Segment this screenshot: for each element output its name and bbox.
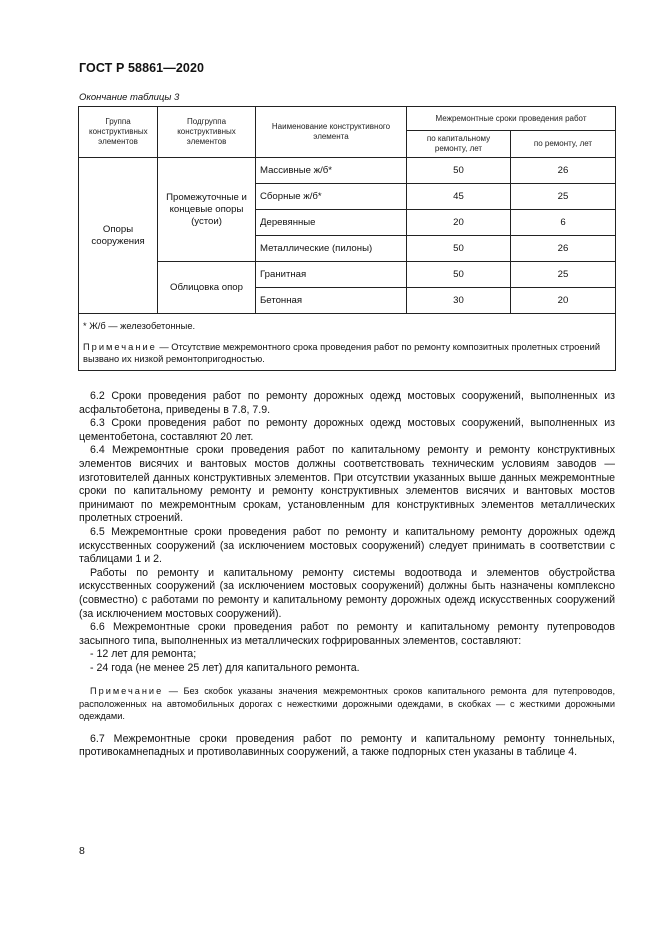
paragraph-6-3: 6.3 Сроки проведения работ по ремонту дорожных одежд мостовых сооружений, выполненных из цементобетона, составляют 20 лет. (79, 417, 615, 443)
note-text: — Без скобок указаны значения межремонтных сроков капитального ремонта для путепроводов, расположенных на автомобильных дорогах с нежесткими дорожными одеждами, в скобках — с жесткими дорожными одеждами. (79, 686, 615, 722)
subgroup-cell: Облицовка опор (158, 262, 256, 314)
header-repair: по ремонту, лет (511, 131, 616, 158)
paragraph-6-5: 6.5 Межремонтные сроки проведения работ по ремонту и капитальному ремонту дорожных одежд искусственных сооружений (за исключением мостовых сооружений) следует принимать в соответствии с таблицами 1 и 2. (79, 525, 615, 566)
table-caption: Окончание таблицы 3 (79, 92, 180, 103)
list-item-capital: - 24 года (не менее 25 лет) для капитального ремонта. (90, 661, 360, 674)
capital-value: 20 (407, 210, 511, 236)
list-item-repair: - 12 лет для ремонта; (90, 648, 197, 661)
capital-value: 45 (407, 184, 511, 210)
capital-value: 30 (407, 288, 511, 314)
repair-value: 20 (511, 288, 616, 314)
element-name: Деревянные (256, 210, 407, 236)
capital-value: 50 (407, 262, 511, 288)
header-name: Наименование конструктивного элемента (256, 107, 407, 158)
paragraph-6-2: 6.2 Сроки проведения работ по ремонту дорожных одежд мостовых сооружений, выполненных из асфальтобетона, приведены в 7.8, 7.9. (79, 390, 615, 416)
repair-value: 26 (511, 158, 616, 184)
table-footnote: * Ж/б — железобетонные. (83, 321, 196, 331)
body-note (79, 685, 615, 722)
repair-value: 25 (511, 262, 616, 288)
paragraph-6-6: 6.6 Межремонтные сроки проведения работ по ремонту и капитальному ремонту путепроводов засыпного типа, выполненных из металлических гофрированных элементов, составляют: (79, 621, 615, 647)
element-name: Гранитная (256, 262, 407, 288)
body-text (79, 390, 615, 760)
page-number: 8 (79, 845, 85, 857)
table-notes (79, 314, 616, 371)
intervals-table (78, 106, 616, 371)
capital-value: 50 (407, 158, 511, 184)
note-label: Примечание (83, 342, 157, 352)
paragraph-6-4: 6.4 Межремонтные сроки проведения работ по капитальному ремонту и ремонту конструктивных элементов висячих и вантовых мостов должны соответствовать техническим условиям заводов — изготовителей данных конструктивных элементов. При отсутствии указанных выше данных межремонтные сроки по капитальному ремонту и ремонту конструктивных элементов висячих и вантовых мостов принимают по межремонтным срокам, установленным для конструктивных элементов металлических пролетных строений. (79, 444, 615, 525)
header-intervals: Межремонтные сроки проведения работ (407, 107, 616, 131)
repair-value: 25 (511, 184, 616, 210)
note-label: Примечание (90, 686, 164, 697)
header-group: Группа конструктивных элементов (79, 107, 158, 158)
note-text: — Отсутствие межремонтного срока проведения работ по ремонту композитных пролетных строений вызвано их низкой ремонтопригодностью. (83, 342, 601, 364)
group-cell: Опоры сооружения (79, 158, 158, 314)
subgroup-cell: Промежуточные и концевые опоры (устои) (158, 158, 256, 262)
element-name: Сборные ж/б* (256, 184, 407, 210)
repair-value: 26 (511, 236, 616, 262)
element-name: Металлические (пилоны) (256, 236, 407, 262)
element-name: Бетонная (256, 288, 407, 314)
paragraph-drainage: Работы по ремонту и капитальному ремонту системы водоотвода и элементов обустройства искусственных сооружений (за исключением мостовых сооружений) должны быть назначены комплексно (совместно) с работами по ремонту и капитальному ремонту дорожных одежд искусственных сооружений (за исключением мостовых сооружений). (79, 566, 615, 620)
header-capital: по капитальному ремонту, лет (407, 131, 511, 158)
element-name: Массивные ж/б* (256, 158, 407, 184)
repair-value: 6 (511, 210, 616, 236)
document-code: ГОСТ Р 58861—2020 (79, 61, 205, 75)
capital-value: 50 (407, 236, 511, 262)
paragraph-6-7: 6.7 Межремонтные сроки проведения работ по ремонту и капитальному ремонту тоннельных, противокамнепадных и противолавинных сооружений, а также подпорных стен указаны в таблице 4. (79, 732, 615, 759)
table-note (83, 341, 611, 365)
header-subgroup: Подгруппа конструктивных элементов (158, 107, 256, 158)
